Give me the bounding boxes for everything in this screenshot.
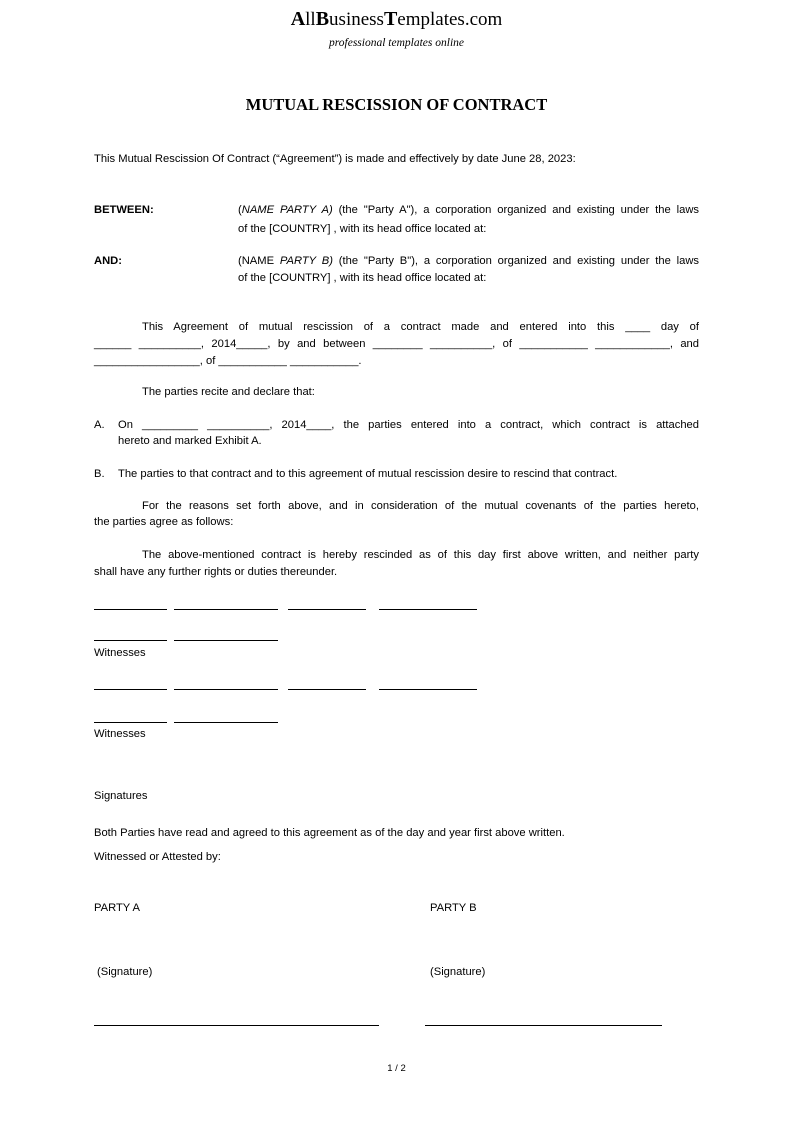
and-line-1 <box>238 254 699 268</box>
between-line-2: of the [COUNTRY] , with its head office located at: <box>238 223 487 235</box>
party-a-name: NAME PARTY A) <box>241 204 333 216</box>
party-a-signature-label: (Signature) <box>97 966 153 978</box>
para1-line-1: This Agreement of mutual rescission of a contract made and entered into this ____ day of <box>142 321 699 333</box>
brand-cap: T <box>383 8 398 30</box>
between-line-1 <box>238 203 699 217</box>
party-b-signature-label: (Signature) <box>430 966 486 978</box>
blank-line <box>379 609 477 610</box>
and-prefix: (NAME <box>238 255 280 267</box>
brand-cap: A <box>290 8 306 30</box>
brand-cap: B <box>315 8 330 30</box>
brand-text: usiness <box>329 9 384 30</box>
between-paren: ( <box>238 204 242 216</box>
signatures-heading: Signatures <box>94 790 148 802</box>
between-label: BETWEEN: <box>94 204 154 216</box>
and-label: AND: <box>94 255 122 267</box>
reasons-line-2: the parties agree as follows: <box>94 516 234 528</box>
witnesses-label: Witnesses <box>94 647 146 659</box>
blank-line <box>174 689 278 690</box>
party-a-signature-line <box>94 1025 379 1026</box>
blank-line <box>94 640 167 641</box>
witnesses-label: Witnesses <box>94 728 146 740</box>
item-b-label: B. <box>94 468 105 480</box>
reasons-line-1: For the reasons set forth above, and in consideration of the mutual covenants of the parties hereto, <box>142 500 699 512</box>
and-text: (the "Party B"), a corporation organized and existing under the laws <box>332 255 700 267</box>
blank-line <box>94 689 167 690</box>
blank-line <box>288 689 366 690</box>
para1-line-2: ______ __________, 2014_____, by and between ________ __________, of ___________ ____________, and <box>94 338 699 350</box>
brand-text: emplates.com <box>397 9 503 30</box>
item-b-line-1: The parties to that contract and to this agreement of mutual rescission desire to rescind that contract. <box>118 468 618 480</box>
blank-line <box>288 609 366 610</box>
rescinded-line-1: The above-mentioned contract is hereby rescinded as of this day first above written, and neither party <box>142 549 699 561</box>
item-a-line-2: hereto and marked Exhibit A. <box>118 435 262 447</box>
document-title: MUTUAL RESCISSION OF CONTRACT <box>245 95 548 114</box>
blank-line <box>379 689 477 690</box>
agreement-statement: Both Parties have read and agreed to this agreement as of the day and year first above written. <box>94 827 565 839</box>
party-b-signature-line <box>425 1025 662 1026</box>
rescinded-line-2: shall have any further rights or duties thereunder. <box>94 566 338 578</box>
between-text: (the "Party A"), a corporation organized and existing under the laws <box>332 204 699 216</box>
intro-text: This Mutual Rescission Of Contract (“Agreement”) is made and effectively by date June 28, 2023: <box>94 153 576 165</box>
recite-text: The parties recite and declare that: <box>142 386 315 398</box>
item-a-line-1: On _________ __________, 2014____, the parties entered into a contract, which contract is attached <box>118 419 699 431</box>
page-number: 1 / 2 <box>387 1063 406 1074</box>
blank-line <box>94 722 167 723</box>
witnessed-label: Witnessed or Attested by: <box>94 851 221 863</box>
brand-tagline: professional templates online <box>328 37 464 49</box>
and-line-2: of the [COUNTRY] , with its head office located at: <box>238 272 487 284</box>
blank-line <box>174 722 278 723</box>
party-b-name: PARTY B) <box>279 255 333 267</box>
party-b-label: PARTY B <box>430 902 477 914</box>
blank-line <box>174 640 278 641</box>
brand-text: ll <box>305 9 316 30</box>
party-a-label: PARTY A <box>94 902 141 914</box>
brand-logo <box>0 8 793 31</box>
item-a-label: A. <box>94 419 105 431</box>
blank-line <box>174 609 278 610</box>
blank-line <box>94 609 167 610</box>
para1-line-3: _________________, of ___________ ___________. <box>94 355 362 367</box>
